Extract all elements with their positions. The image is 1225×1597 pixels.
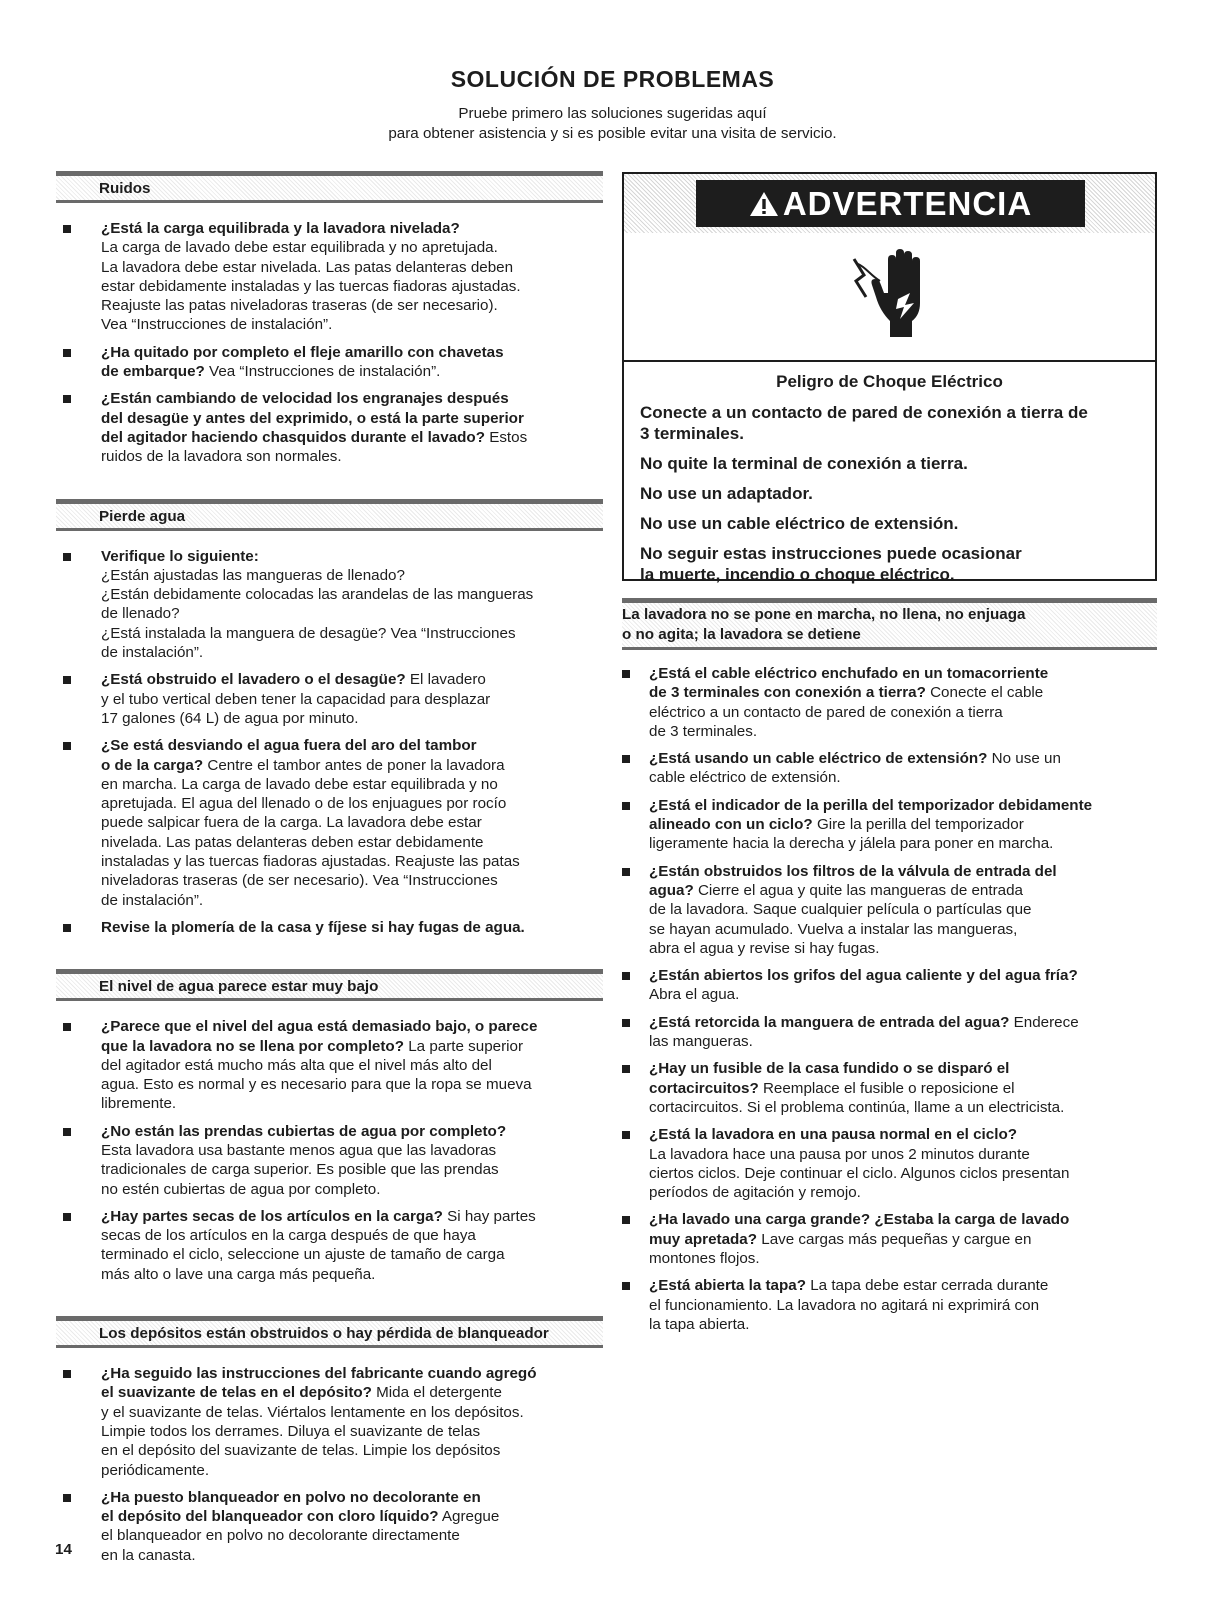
list-item <box>622 796 1157 854</box>
bullet-icon <box>622 670 630 678</box>
item-question: Verifique lo siguiente: <box>101 547 259 565</box>
page-title: SOLUCIÓN DE PROBLEMAS <box>450 66 775 92</box>
item-list <box>56 219 603 467</box>
item-answer: La tapa debe estar cerrada durante el funcionamiento. La lavadora no agitará ni exprimirá con la tapa abierta. <box>649 1277 1049 1333</box>
section-title: La lavadora no se pone en marcha, no llena, no enjuaga o no agita; la lavadora se detiene <box>622 606 1026 643</box>
item-question: ¿Está la carga equilibrada y la lavadora nivelada? <box>101 220 460 237</box>
troubleshoot-section <box>56 1316 603 1565</box>
bullet-icon <box>63 1494 71 1502</box>
section-title: Ruidos <box>99 180 151 197</box>
warning-subtitle: Peligro de Choque Eléctrico <box>776 372 1003 391</box>
item-question: ¿Está el cable eléctrico enchufado en un tomacorriente de 3 terminales con conexión a tierra? <box>649 665 1049 702</box>
bullet-icon <box>63 1023 71 1031</box>
section-title: Pierde agua <box>99 507 186 525</box>
item-answer: Enderece las mangueras. <box>649 1013 1079 1051</box>
item-question: ¿Está la lavadora en una pausa normal en el ciclo? <box>649 1126 1018 1144</box>
item-answer: La lavadora hace una pausa por unos 2 minutos durante ciertos ciclos. Deje continuar el ciclo. Algunos ciclos presentan períodos de agitación y remojo. <box>649 1145 1070 1202</box>
item-question: ¿Está el indicador de la perilla del temporizador debidamente alineado con un ciclo? <box>649 796 1093 834</box>
warning-line: No quite la terminal de conexión a tierra. <box>640 454 968 473</box>
section-title: El nivel de agua parece estar muy bajo <box>99 978 379 996</box>
warning-body <box>624 362 1155 585</box>
item-question: ¿Están abiertos los grifos del agua caliente y del agua fría? <box>649 967 1078 985</box>
item-list <box>56 1017 603 1284</box>
troubleshoot-section <box>56 499 603 938</box>
list-item <box>622 1210 1157 1268</box>
list-item <box>56 1364 603 1480</box>
list-item <box>622 749 1157 788</box>
page-number: 14 <box>55 1541 72 1558</box>
item-answer: Agregue el blanqueador en polvo no decolorante directamente en la canasta. <box>101 1508 500 1564</box>
bullet-icon <box>63 924 71 932</box>
bullet-icon <box>622 755 630 763</box>
right-column <box>622 598 1157 1366</box>
electric-shock-hand-icon <box>848 245 938 345</box>
bullet-icon <box>63 553 71 561</box>
item-question: ¿Están cambiando de velocidad los engranajes después del desagüe y antes del exprimido, o está la parte superior del agitador haciendo chasquidos durante el lavado? <box>101 390 524 446</box>
item-answer: Esta lavadora usa bastante menos agua que las lavadoras tradicionales de carga superior. Es posible que las prendas no estén cubiertas de agua por completo. <box>101 1141 499 1198</box>
item-answer: Vea “Instrucciones de instalación”. <box>204 363 441 381</box>
item-question: ¿Hay un fusible de la casa fundido o se disparó el cortacircuitos? <box>649 1060 1010 1097</box>
item-answer: Cierre el agua y quite las mangueras de entrada de la lavadora. Saque cualquier película o partículas que se hayan acumulado. Vuelva a instalar las mangueras, abra el agua y revise si hay fugas. <box>649 881 1032 957</box>
bullet-icon <box>63 395 71 403</box>
item-answer: Gire la perilla del temporizador ligeramente hacia la derecha y jálela para poner en marcha. <box>649 816 1054 853</box>
item-answer: No use un cable eléctrico de extensión. <box>649 750 1061 787</box>
warning-line: No seguir estas instrucciones puede ocasionar la muerte, incendio o choque eléctrico. <box>640 544 1022 584</box>
list-item <box>56 736 603 910</box>
item-question: ¿Se está desviando el agua fuera del aro del tambor o de la carga? <box>101 737 477 774</box>
bullet-icon <box>622 1131 630 1139</box>
item-question: ¿Está usando un cable eléctrico de extensión? <box>649 750 988 768</box>
bullet-icon <box>63 742 71 750</box>
bullet-icon <box>63 349 71 357</box>
item-question: ¿Ha seguido las instrucciones del fabricante cuando agregó el suavizante de telas en el depósito? <box>101 1365 537 1402</box>
item-question: ¿Están obstruidos los filtros de la válvula de entrada del agua? <box>649 862 1057 899</box>
section-header <box>56 499 603 531</box>
warning-line: No use un cable eléctrico de extensión. <box>640 514 959 533</box>
item-question: ¿Ha puesto blanqueador en polvo no decolorante en el depósito del blanqueador con cloro líquido? <box>101 1488 481 1526</box>
page-subtitle <box>0 104 1225 144</box>
item-answer: La carga de lavado debe estar equilibrada y no apretujada. La lavadora debe estar nivelada. Las patas delanteras deben estar debidamente instaladas y las tuercas fiadoras ajustadas. Reajuste las patas niveladoras traseras (de ser necesario). Vea “Instrucciones de instalación”. <box>101 239 521 334</box>
left-column <box>56 171 603 1597</box>
list-item <box>56 918 603 937</box>
bullet-icon <box>622 868 630 876</box>
section-header <box>56 969 603 1001</box>
list-item <box>56 219 603 335</box>
section-title: Los depósitos están obstruidos o hay pérdida de blanqueador <box>99 1325 549 1343</box>
list-item <box>622 664 1157 741</box>
bullet-icon <box>63 1213 71 1221</box>
subtitle-line: Pruebe primero las soluciones sugeridas aquí <box>458 105 767 122</box>
warning-label-text: ADVERTENCIA <box>782 185 1033 222</box>
list-item <box>622 1013 1157 1052</box>
item-answer: Centre el tambor antes de poner la lavadora en marcha. La carga de lavado debe estar equilibrada y no apretujada. El agua del llenado o de los enjuagues por rocío puede salpicar fuera de la carga. La lavadora debe estar nivelada. Las patas delanteras deben estar debidamente instaladas y las tuercas fiadoras ajustadas. Reajuste las patas niveladoras traseras (de ser necesario). Vea “Instrucciones de instalación”. <box>101 756 520 909</box>
section-header <box>56 171 603 203</box>
item-answer: Mida el detergente y el suavizante de telas. Viértalos lentamente en los depósitos. Limpie todos los derrames. Diluya el suavizante de telas en el depósito del suavizante de telas. Limpie los depósitos periódicamente. <box>101 1384 524 1479</box>
bullet-icon <box>622 1065 630 1073</box>
item-answer: El lavadero y el tubo vertical deben tener la capacidad para desplazar 17 galones (64 L) de agua por minuto. <box>101 671 491 727</box>
item-question: ¿Está retorcida la manguera de entrada del agua? <box>649 1013 1010 1031</box>
bullet-icon <box>622 1019 630 1027</box>
item-answer: ¿Están ajustadas las mangueras de llenado? ¿Están debidamente colocadas las arandelas de las mangueras de llenado? ¿Está instalada la manguera de desagüe? Vea “Instrucciones de instalación”. <box>101 566 534 662</box>
item-question: ¿Parece que el nivel del agua está demasiado bajo, o parece que la lavadora no se llena por completo? <box>101 1018 538 1055</box>
item-list <box>622 664 1157 1334</box>
list-item <box>622 966 1157 1005</box>
list-item <box>56 389 603 466</box>
bullet-icon <box>622 802 630 810</box>
item-question: ¿Ha quitado por completo el fleje amarillo con chavetas de embarque? <box>101 343 504 381</box>
warning-line: Conecte a un contacto de pared de conexión a tierra de 3 terminales. <box>640 403 1088 443</box>
item-answer: Conecte el cable eléctrico a un contacto de pared de conexión a tierra de 3 terminales. <box>649 684 1044 740</box>
item-answer: Abra el agua. <box>649 986 740 1004</box>
bullet-icon <box>63 1370 71 1378</box>
section-header <box>56 1316 603 1348</box>
warning-label <box>696 180 1085 227</box>
troubleshoot-section <box>56 969 603 1284</box>
list-item <box>56 343 603 382</box>
troubleshoot-section <box>622 598 1157 1334</box>
bullet-icon <box>63 225 71 233</box>
list-item <box>56 1488 603 1565</box>
warning-icon-area <box>624 233 1155 362</box>
warning-lines <box>640 402 1139 585</box>
item-answer: La parte superior del agitador está mucho más alta que el nivel más alto del agua. Esto es normal y es necesario para que la ropa se mueva libremente. <box>101 1037 532 1113</box>
item-answer: Lave cargas más pequeñas y cargue en montones flojos. <box>649 1230 1032 1268</box>
item-list <box>56 547 603 938</box>
troubleshoot-section <box>56 171 603 467</box>
list-item <box>56 547 603 663</box>
list-item <box>56 1122 603 1199</box>
bullet-icon <box>63 1128 71 1136</box>
bullet-icon <box>622 972 630 980</box>
list-item <box>622 862 1157 958</box>
list-item <box>56 1017 603 1113</box>
item-answer: Reemplace el fusible o reposicione el cortacircuitos. Si el problema continúa, llame a un electricista. <box>649 1079 1065 1116</box>
item-list <box>56 1364 603 1565</box>
bullet-icon <box>622 1216 630 1224</box>
warning-box <box>622 172 1157 584</box>
item-answer: Estos ruidos de la lavadora son normales. <box>101 428 528 466</box>
bullet-icon <box>622 1282 630 1290</box>
item-question: ¿Está obstruido el lavadero o el desagüe? <box>101 671 406 689</box>
list-item <box>622 1276 1157 1334</box>
list-item <box>56 1207 603 1284</box>
item-question: ¿Hay partes secas de los artículos en la carga? <box>101 1207 443 1225</box>
bullet-icon <box>63 676 71 684</box>
section-header <box>622 598 1157 650</box>
subtitle-line: para obtener asistencia y si es posible evitar una visita de servicio. <box>388 125 837 142</box>
item-question: ¿Está abierta la tapa? <box>649 1277 806 1295</box>
warning-header <box>624 174 1155 233</box>
item-answer: Si hay partes secas de los artículos en la carga después de que haya terminado el ciclo, seleccione un ajuste de tamaño de carga más alto o lave una carga más pequeña. <box>101 1207 536 1283</box>
list-item <box>622 1125 1157 1202</box>
item-question: Revise la plomería de la casa y fíjese si hay fugas de agua. <box>101 918 525 936</box>
list-item <box>56 670 603 728</box>
list-item <box>622 1059 1157 1117</box>
warning-line: No use un adaptador. <box>640 484 813 503</box>
item-question: ¿Ha lavado una carga grande? ¿Estaba la carga de lavado muy apretada? <box>649 1211 1070 1248</box>
item-question: ¿No están las prendas cubiertas de agua por completo? <box>101 1122 507 1140</box>
warning-triangle-icon <box>749 190 779 218</box>
